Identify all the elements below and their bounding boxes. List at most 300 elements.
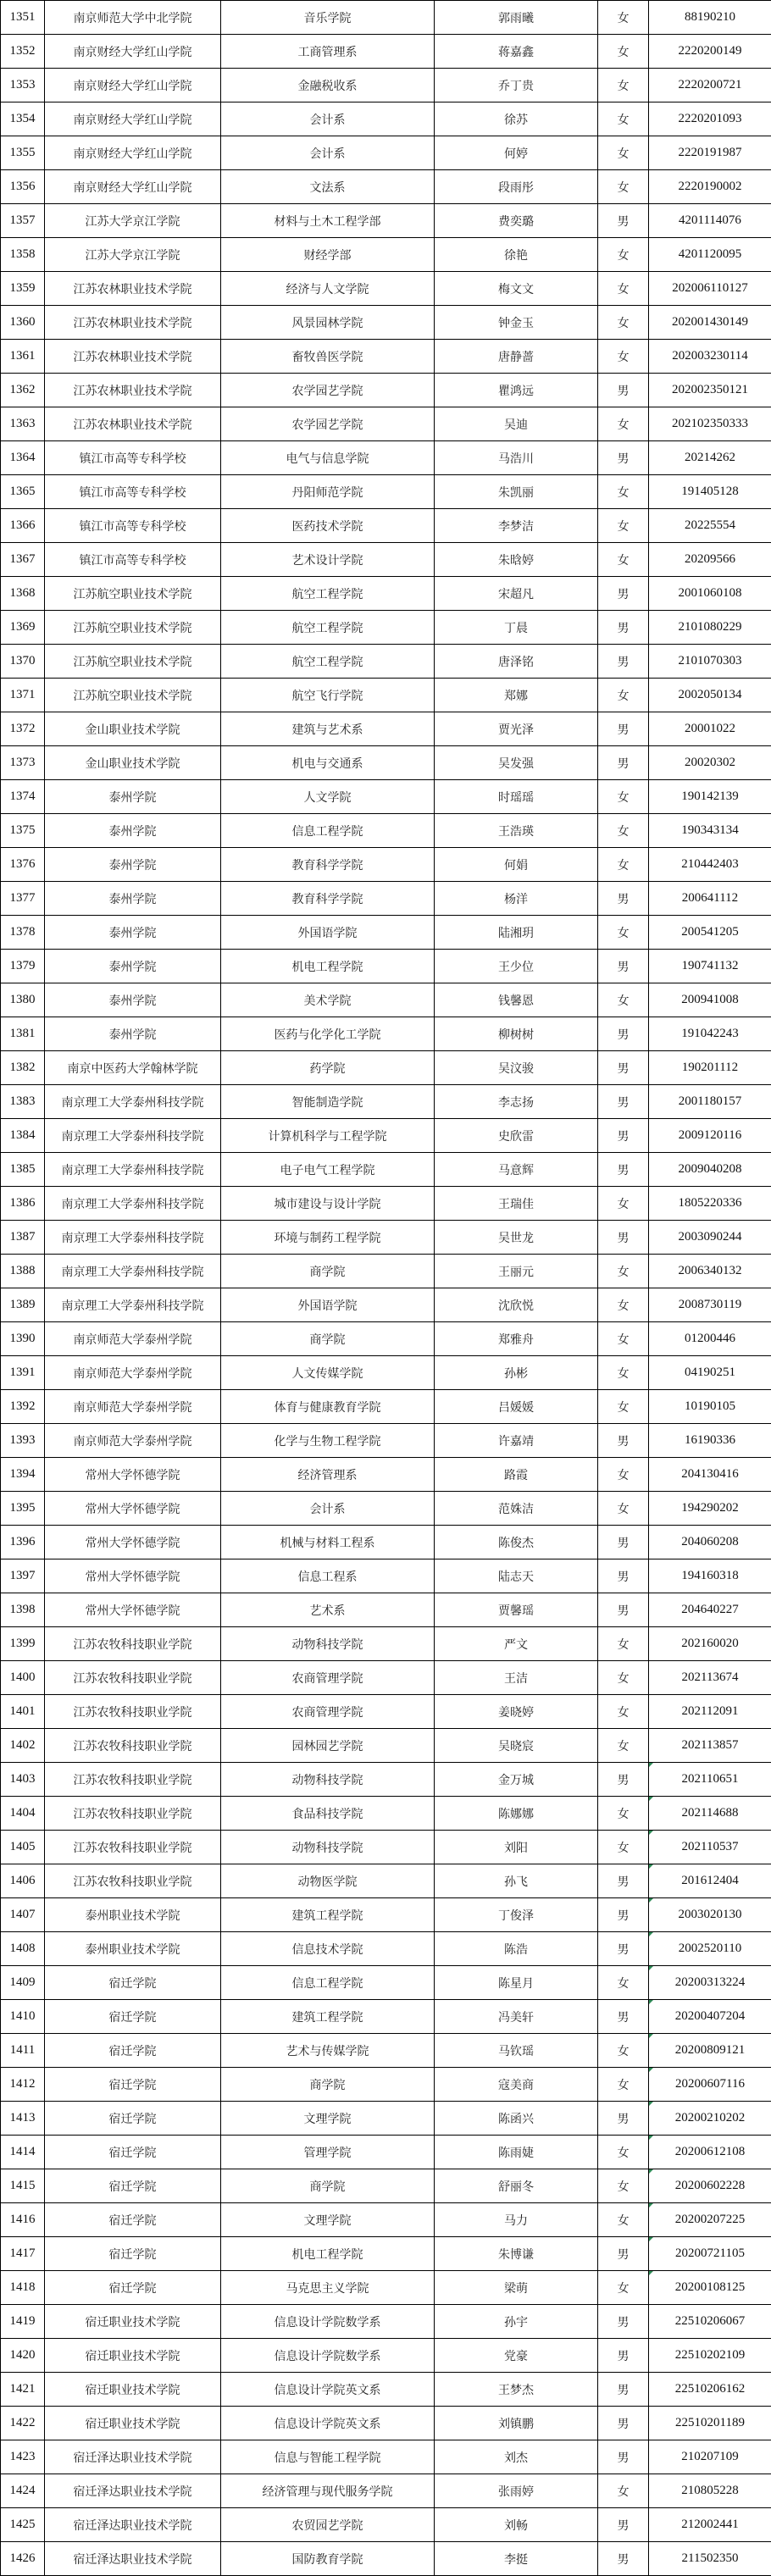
college-cell: 畜牧兽医学院 xyxy=(221,340,435,374)
school-cell: 泰州职业技术学院 xyxy=(45,1932,221,1966)
student-name-cell: 梅文文 xyxy=(435,272,598,306)
table-row xyxy=(1,306,771,340)
college-cell: 商学院 xyxy=(221,1322,435,1356)
row-number-cell: 1366 xyxy=(1,509,45,543)
gender-cell: 女 xyxy=(598,916,649,950)
gender-cell: 女 xyxy=(598,1729,649,1763)
table-row xyxy=(1,238,771,272)
row-number-cell: 1365 xyxy=(1,475,45,509)
school-cell: 常州大学怀德学院 xyxy=(45,1458,221,1492)
school-cell: 南京中医药大学翰林学院 xyxy=(45,1051,221,1085)
table-row xyxy=(1,1627,771,1661)
student-id-cell: 200641112 xyxy=(649,882,771,916)
gender-cell: 女 xyxy=(598,102,649,136)
gender-cell: 女 xyxy=(598,1458,649,1492)
college-cell: 农贸园艺学院 xyxy=(221,2508,435,2542)
student-name-cell: 蒋嘉鑫 xyxy=(435,35,598,69)
student-name-cell: 王瑞佳 xyxy=(435,1187,598,1221)
row-number-cell: 1351 xyxy=(1,1,45,35)
gender-cell: 女 xyxy=(598,170,649,204)
college-cell: 机械与材料工程系 xyxy=(221,1526,435,1559)
gender-cell: 女 xyxy=(598,1356,649,1390)
table-row xyxy=(1,2542,771,2576)
school-cell: 江苏农林职业技术学院 xyxy=(45,272,221,306)
student-name-cell: 王梦杰 xyxy=(435,2373,598,2407)
table-row xyxy=(1,509,771,543)
gender-cell: 男 xyxy=(598,2373,649,2407)
school-cell: 南京理工大学泰州科技学院 xyxy=(45,1085,221,1119)
gender-cell: 女 xyxy=(598,1661,649,1695)
school-cell: 南京财经大学红山学院 xyxy=(45,69,221,102)
student-name-cell: 陈俊杰 xyxy=(435,1526,598,1559)
student-name-cell: 乔丁贵 xyxy=(435,69,598,102)
student-id-cell: 22510202109 xyxy=(649,2339,771,2373)
table-row xyxy=(1,102,771,136)
college-cell: 会计系 xyxy=(221,1492,435,1526)
school-cell: 泰州职业技术学院 xyxy=(45,1898,221,1932)
row-number-cell: 1411 xyxy=(1,2034,45,2068)
student-id-cell: 202006110127 xyxy=(649,272,771,306)
student-id-cell: 2003020130 xyxy=(649,1898,771,1932)
row-number-cell: 1418 xyxy=(1,2271,45,2305)
gender-cell: 女 xyxy=(598,1966,649,2000)
school-cell: 南京理工大学泰州科技学院 xyxy=(45,1288,221,1322)
student-id-cell: 190741132 xyxy=(649,950,771,983)
student-name-cell: 徐苏 xyxy=(435,102,598,136)
gender-cell: 男 xyxy=(598,645,649,679)
row-number-cell: 1380 xyxy=(1,983,45,1017)
college-cell: 艺术设计学院 xyxy=(221,543,435,577)
row-number-cell: 1400 xyxy=(1,1661,45,1695)
school-cell: 南京师范大学泰州学院 xyxy=(45,1390,221,1424)
gender-cell: 男 xyxy=(598,1526,649,1559)
table-row xyxy=(1,2136,771,2169)
college-cell: 建筑工程学院 xyxy=(221,1898,435,1932)
gender-cell: 女 xyxy=(598,2136,649,2169)
school-cell: 宿迁职业技术学院 xyxy=(45,2339,221,2373)
school-cell: 江苏农林职业技术学院 xyxy=(45,374,221,407)
table-row xyxy=(1,170,771,204)
student-id-cell: 22510206162 xyxy=(649,2373,771,2407)
student-id-cell: 20200207225 xyxy=(649,2203,771,2237)
table-row xyxy=(1,69,771,102)
college-cell: 美术学院 xyxy=(221,983,435,1017)
college-cell: 动物科技学院 xyxy=(221,1831,435,1864)
gender-cell: 女 xyxy=(598,983,649,1017)
student-id-cell: 202102350333 xyxy=(649,407,771,441)
college-cell: 城市建设与设计学院 xyxy=(221,1187,435,1221)
school-cell: 南京师范大学中北学院 xyxy=(45,1,221,35)
table-row xyxy=(1,1119,771,1153)
row-number-cell: 1377 xyxy=(1,882,45,916)
gender-cell: 女 xyxy=(598,35,649,69)
row-number-cell: 1384 xyxy=(1,1119,45,1153)
college-cell: 航空飞行学院 xyxy=(221,679,435,712)
school-cell: 泰州学院 xyxy=(45,848,221,882)
gender-cell: 男 xyxy=(598,374,649,407)
row-number-cell: 1355 xyxy=(1,136,45,170)
student-id-cell: 190142139 xyxy=(649,780,771,814)
row-number-cell: 1409 xyxy=(1,1966,45,2000)
student-id-cell: 20200313224 xyxy=(649,1966,771,2000)
row-number-cell: 1381 xyxy=(1,1017,45,1051)
student-name-cell: 寇美商 xyxy=(435,2068,598,2102)
student-id-cell: 202112091 xyxy=(649,1695,771,1729)
school-cell: 江苏大学京江学院 xyxy=(45,204,221,238)
student-id-cell: 2001180157 xyxy=(649,1085,771,1119)
gender-cell: 男 xyxy=(598,746,649,780)
row-number-cell: 1359 xyxy=(1,272,45,306)
student-name-cell: 段雨彤 xyxy=(435,170,598,204)
table-row xyxy=(1,1322,771,1356)
student-name-cell: 郑娜 xyxy=(435,679,598,712)
table-row xyxy=(1,1831,771,1864)
gender-cell: 女 xyxy=(598,1322,649,1356)
student-id-cell: 22510206067 xyxy=(649,2305,771,2339)
table-row xyxy=(1,2373,771,2407)
gender-cell: 女 xyxy=(598,340,649,374)
college-cell: 机电与交通系 xyxy=(221,746,435,780)
student-name-cell: 杨洋 xyxy=(435,882,598,916)
college-cell: 教育科学学院 xyxy=(221,848,435,882)
table-row xyxy=(1,1797,771,1831)
table-row xyxy=(1,1898,771,1932)
school-cell: 江苏农牧科技职业学院 xyxy=(45,1627,221,1661)
row-number-cell: 1405 xyxy=(1,1831,45,1864)
student-id-cell: 2220200149 xyxy=(649,35,771,69)
school-cell: 镇江市高等专科学校 xyxy=(45,441,221,475)
school-cell: 宿迁职业技术学院 xyxy=(45,2373,221,2407)
table-row xyxy=(1,1695,771,1729)
table-row xyxy=(1,272,771,306)
gender-cell: 女 xyxy=(598,1288,649,1322)
gender-cell: 男 xyxy=(598,2407,649,2440)
gender-cell: 女 xyxy=(598,136,649,170)
gender-cell: 男 xyxy=(598,1017,649,1051)
row-number-cell: 1423 xyxy=(1,2440,45,2474)
college-cell: 信息设计学院英文系 xyxy=(221,2407,435,2440)
student-name-cell: 张雨婷 xyxy=(435,2474,598,2508)
gender-cell: 女 xyxy=(598,1390,649,1424)
table-row xyxy=(1,645,771,679)
gender-cell: 男 xyxy=(598,1051,649,1085)
student-id-cell: 22510201189 xyxy=(649,2407,771,2440)
table-row xyxy=(1,2034,771,2068)
college-cell: 信息技术学院 xyxy=(221,1932,435,1966)
student-name-cell: 金万城 xyxy=(435,1763,598,1797)
row-number-cell: 1360 xyxy=(1,306,45,340)
table-row xyxy=(1,2474,771,2508)
college-cell: 智能制造学院 xyxy=(221,1085,435,1119)
student-name-cell: 吴晓宸 xyxy=(435,1729,598,1763)
gender-cell: 女 xyxy=(598,679,649,712)
student-id-cell: 01200446 xyxy=(649,1322,771,1356)
college-cell: 机电工程学院 xyxy=(221,950,435,983)
student-name-cell: 沈欣悦 xyxy=(435,1288,598,1322)
college-cell: 文理学院 xyxy=(221,2203,435,2237)
gender-cell: 女 xyxy=(598,238,649,272)
gender-cell: 男 xyxy=(598,441,649,475)
college-cell: 动物科技学院 xyxy=(221,1763,435,1797)
student-id-cell: 202110651 xyxy=(649,1763,771,1797)
school-cell: 江苏大学京江学院 xyxy=(45,238,221,272)
college-cell: 会计系 xyxy=(221,136,435,170)
college-cell: 食品科技学院 xyxy=(221,1797,435,1831)
table-row xyxy=(1,1763,771,1797)
row-number-cell: 1373 xyxy=(1,746,45,780)
school-cell: 江苏农牧科技职业学院 xyxy=(45,1763,221,1797)
student-name-cell: 丁晨 xyxy=(435,611,598,645)
student-id-cell: 190201112 xyxy=(649,1051,771,1085)
student-name-cell: 钱馨恩 xyxy=(435,983,598,1017)
row-number-cell: 1391 xyxy=(1,1356,45,1390)
student-name-cell: 费奕璐 xyxy=(435,204,598,238)
gender-cell: 男 xyxy=(598,577,649,611)
gender-cell: 女 xyxy=(598,306,649,340)
college-cell: 农学园艺学院 xyxy=(221,407,435,441)
college-cell: 建筑工程学院 xyxy=(221,2000,435,2034)
row-number-cell: 1412 xyxy=(1,2068,45,2102)
table-row xyxy=(1,1255,771,1288)
college-cell: 外国语学院 xyxy=(221,916,435,950)
college-cell: 医药与化学化工学院 xyxy=(221,1017,435,1051)
student-id-cell: 202001430149 xyxy=(649,306,771,340)
student-name-cell: 党豪 xyxy=(435,2339,598,2373)
student-id-cell: 204130416 xyxy=(649,1458,771,1492)
row-number-cell: 1354 xyxy=(1,102,45,136)
row-number-cell: 1370 xyxy=(1,645,45,679)
student-name-cell: 贾光泽 xyxy=(435,712,598,746)
gender-cell: 女 xyxy=(598,475,649,509)
table-row xyxy=(1,2068,771,2102)
table-row xyxy=(1,2271,771,2305)
row-number-cell: 1414 xyxy=(1,2136,45,2169)
student-name-cell: 马意辉 xyxy=(435,1153,598,1187)
gender-cell: 女 xyxy=(598,1187,649,1221)
row-number-cell: 1388 xyxy=(1,1255,45,1288)
student-name-cell: 马钦瑶 xyxy=(435,2034,598,2068)
student-id-cell: 202113857 xyxy=(649,1729,771,1763)
college-cell: 药学院 xyxy=(221,1051,435,1085)
school-cell: 江苏农牧科技职业学院 xyxy=(45,1831,221,1864)
student-id-cell: 2006340132 xyxy=(649,1255,771,1288)
table-row xyxy=(1,848,771,882)
gender-cell: 女 xyxy=(598,2068,649,2102)
college-cell: 农学园艺学院 xyxy=(221,374,435,407)
student-id-cell: 20200108125 xyxy=(649,2271,771,2305)
student-name-cell: 柳树树 xyxy=(435,1017,598,1051)
student-id-cell: 194160318 xyxy=(649,1559,771,1593)
gender-cell: 男 xyxy=(598,1932,649,1966)
gender-cell: 男 xyxy=(598,2508,649,2542)
gender-cell: 女 xyxy=(598,272,649,306)
student-name-cell: 宋超凡 xyxy=(435,577,598,611)
table-row xyxy=(1,1017,771,1051)
school-cell: 江苏农林职业技术学院 xyxy=(45,306,221,340)
student-id-cell: 4201120095 xyxy=(649,238,771,272)
student-name-cell: 陈雨婕 xyxy=(435,2136,598,2169)
row-number-cell: 1352 xyxy=(1,35,45,69)
school-cell: 宿迁泽达职业技术学院 xyxy=(45,2440,221,2474)
table-row xyxy=(1,374,771,407)
row-number-cell: 1403 xyxy=(1,1763,45,1797)
table-row xyxy=(1,1390,771,1424)
college-cell: 文理学院 xyxy=(221,2102,435,2136)
college-cell: 经济管理与现代服务学院 xyxy=(221,2474,435,2508)
student-name-cell: 陈星月 xyxy=(435,1966,598,2000)
student-name-cell: 刘杰 xyxy=(435,2440,598,2474)
school-cell: 宿迁学院 xyxy=(45,2000,221,2034)
school-cell: 宿迁泽达职业技术学院 xyxy=(45,2508,221,2542)
row-number-cell: 1385 xyxy=(1,1153,45,1187)
college-cell: 材料与土木工程学部 xyxy=(221,204,435,238)
table-row xyxy=(1,340,771,374)
student-name-cell: 史欣雷 xyxy=(435,1119,598,1153)
row-number-cell: 1404 xyxy=(1,1797,45,1831)
row-number-cell: 1376 xyxy=(1,848,45,882)
row-number-cell: 1406 xyxy=(1,1864,45,1898)
student-id-cell: 20209566 xyxy=(649,543,771,577)
student-name-cell: 吴汶骏 xyxy=(435,1051,598,1085)
school-cell: 泰州学院 xyxy=(45,916,221,950)
student-name-cell: 刘畅 xyxy=(435,2508,598,2542)
gender-cell: 女 xyxy=(598,2034,649,2068)
row-number-cell: 1371 xyxy=(1,679,45,712)
college-cell: 管理学院 xyxy=(221,2136,435,2169)
school-cell: 镇江市高等专科学校 xyxy=(45,509,221,543)
table-row xyxy=(1,1492,771,1526)
school-cell: 南京财经大学红山学院 xyxy=(45,170,221,204)
student-name-cell: 王浩瑛 xyxy=(435,814,598,848)
student-id-cell: 202113674 xyxy=(649,1661,771,1695)
gender-cell: 男 xyxy=(598,1119,649,1153)
school-cell: 南京财经大学红山学院 xyxy=(45,35,221,69)
table-row xyxy=(1,1932,771,1966)
student-name-cell: 徐艳 xyxy=(435,238,598,272)
school-cell: 泰州学院 xyxy=(45,983,221,1017)
table-row xyxy=(1,780,771,814)
school-cell: 泰州学院 xyxy=(45,1017,221,1051)
college-cell: 信息工程学院 xyxy=(221,1966,435,2000)
student-name-cell: 许嘉靖 xyxy=(435,1424,598,1458)
school-cell: 泰州学院 xyxy=(45,780,221,814)
table-row xyxy=(1,1864,771,1898)
row-number-cell: 1422 xyxy=(1,2407,45,2440)
table-row xyxy=(1,1187,771,1221)
gender-cell: 女 xyxy=(598,69,649,102)
college-cell: 人文传媒学院 xyxy=(221,1356,435,1390)
school-cell: 常州大学怀德学院 xyxy=(45,1559,221,1593)
row-number-cell: 1416 xyxy=(1,2203,45,2237)
student-name-cell: 孙彬 xyxy=(435,1356,598,1390)
student-name-cell: 贾馨瑶 xyxy=(435,1593,598,1627)
student-id-cell: 04190251 xyxy=(649,1356,771,1390)
row-number-cell: 1398 xyxy=(1,1593,45,1627)
school-cell: 江苏农牧科技职业学院 xyxy=(45,1864,221,1898)
college-cell: 马克思主义学院 xyxy=(221,2271,435,2305)
table-row xyxy=(1,1288,771,1322)
table-row xyxy=(1,1085,771,1119)
college-cell: 商学院 xyxy=(221,2068,435,2102)
gender-cell: 女 xyxy=(598,1831,649,1864)
gender-cell: 男 xyxy=(598,2237,649,2271)
student-name-cell: 孙飞 xyxy=(435,1864,598,1898)
row-number-cell: 1362 xyxy=(1,374,45,407)
student-id-cell: 2002050134 xyxy=(649,679,771,712)
student-id-cell: 202002350121 xyxy=(649,374,771,407)
school-cell: 宿迁泽达职业技术学院 xyxy=(45,2474,221,2508)
college-cell: 人文学院 xyxy=(221,780,435,814)
table-row xyxy=(1,1661,771,1695)
row-number-cell: 1408 xyxy=(1,1932,45,1966)
table-row xyxy=(1,2508,771,2542)
gender-cell: 男 xyxy=(598,1898,649,1932)
college-cell: 航空工程学院 xyxy=(221,577,435,611)
table-row xyxy=(1,2000,771,2034)
row-number-cell: 1410 xyxy=(1,2000,45,2034)
school-cell: 镇江市高等专科学校 xyxy=(45,543,221,577)
table-row xyxy=(1,1221,771,1255)
student-id-cell: 210207109 xyxy=(649,2440,771,2474)
school-cell: 宿迁职业技术学院 xyxy=(45,2305,221,2339)
student-name-cell: 舒丽冬 xyxy=(435,2169,598,2203)
school-cell: 南京财经大学红山学院 xyxy=(45,136,221,170)
student-name-cell: 马力 xyxy=(435,2203,598,2237)
school-cell: 江苏航空职业技术学院 xyxy=(45,679,221,712)
gender-cell: 女 xyxy=(598,1627,649,1661)
student-name-cell: 陈娜娜 xyxy=(435,1797,598,1831)
student-id-cell: 20200607116 xyxy=(649,2068,771,2102)
gender-cell: 女 xyxy=(598,509,649,543)
school-cell: 南京理工大学泰州科技学院 xyxy=(45,1255,221,1288)
gender-cell: 男 xyxy=(598,1593,649,1627)
student-id-cell: 200941008 xyxy=(649,983,771,1017)
college-cell: 电子电气工程学院 xyxy=(221,1153,435,1187)
school-cell: 江苏农牧科技职业学院 xyxy=(45,1729,221,1763)
student-id-cell: 2220190002 xyxy=(649,170,771,204)
school-cell: 宿迁职业技术学院 xyxy=(45,2407,221,2440)
table-row xyxy=(1,35,771,69)
row-number-cell: 1397 xyxy=(1,1559,45,1593)
row-number-cell: 1363 xyxy=(1,407,45,441)
student-name-cell: 严文 xyxy=(435,1627,598,1661)
gender-cell: 男 xyxy=(598,204,649,238)
table-row xyxy=(1,441,771,475)
student-id-cell: 20020302 xyxy=(649,746,771,780)
student-name-cell: 陆志天 xyxy=(435,1559,598,1593)
row-number-cell: 1395 xyxy=(1,1492,45,1526)
student-id-cell: 20200407204 xyxy=(649,2000,771,2034)
table-row xyxy=(1,1559,771,1593)
table-row xyxy=(1,1153,771,1187)
student-name-cell: 梁萌 xyxy=(435,2271,598,2305)
row-number-cell: 1424 xyxy=(1,2474,45,2508)
table-row xyxy=(1,1458,771,1492)
student-name-cell: 朱晗婷 xyxy=(435,543,598,577)
gender-cell: 男 xyxy=(598,2305,649,2339)
student-name-cell: 时瑶瑶 xyxy=(435,780,598,814)
student-id-cell: 1805220336 xyxy=(649,1187,771,1221)
college-cell: 化学与生物工程学院 xyxy=(221,1424,435,1458)
school-cell: 宿迁学院 xyxy=(45,2271,221,2305)
table-row xyxy=(1,2169,771,2203)
college-cell: 农商管理学院 xyxy=(221,1661,435,1695)
student-name-cell: 李梦洁 xyxy=(435,509,598,543)
table-row xyxy=(1,814,771,848)
college-cell: 信息与智能工程学院 xyxy=(221,2440,435,2474)
gender-cell: 女 xyxy=(598,2169,649,2203)
school-cell: 宿迁学院 xyxy=(45,2068,221,2102)
